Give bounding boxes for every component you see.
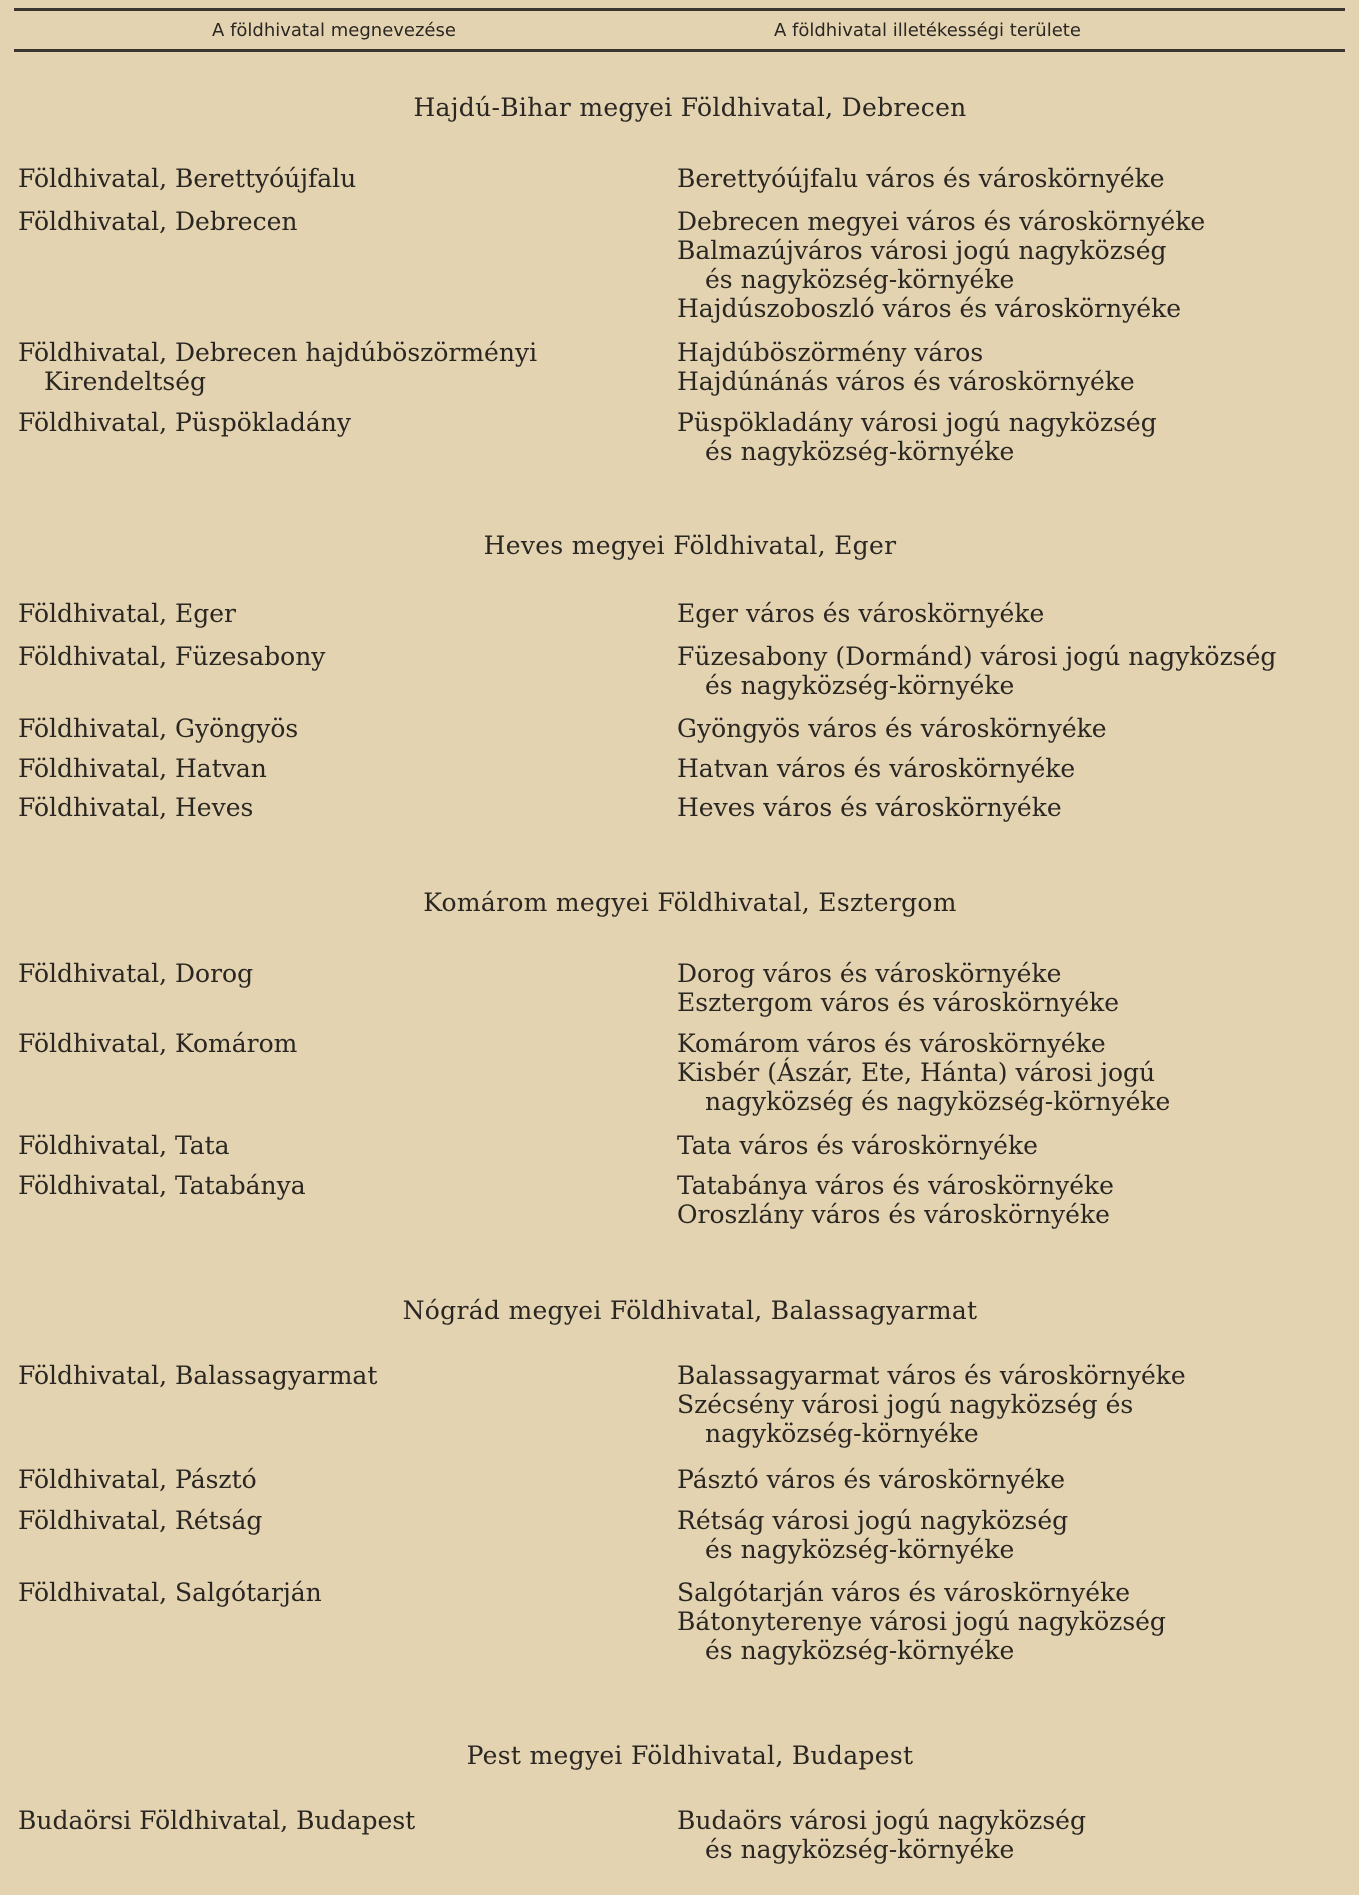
office-name-line: Földhivatal, Füzesabony	[18, 642, 326, 671]
office-name	[18, 164, 638, 193]
office-name-line: Földhivatal, Dorog	[18, 959, 254, 988]
section-title: Pest megyei Földhivatal, Budapest	[466, 1741, 914, 1770]
jurisdiction-line: Eger város és városkörnyéke	[677, 599, 1045, 628]
office-name	[18, 793, 638, 822]
office-name-line: Földhivatal, Püspökladány	[18, 408, 351, 437]
jurisdiction-area	[677, 642, 1342, 700]
office-name-line: Földhivatal, Rétság	[18, 1506, 263, 1535]
jurisdiction-area	[677, 1465, 1342, 1494]
office-name	[18, 1029, 638, 1058]
jurisdiction-line: és nagyközség-környéke	[705, 1636, 1015, 1665]
jurisdiction-area	[677, 599, 1342, 628]
jurisdiction-line: nagyközség-környéke	[705, 1419, 979, 1448]
office-name-line: Budaörsi Földhivatal, Budapest	[18, 1806, 416, 1835]
office-name	[18, 1465, 638, 1494]
jurisdiction-area	[677, 1171, 1342, 1229]
jurisdiction-line: Hajdúnánás város és városkörnyéke	[677, 367, 1135, 396]
header-office-name: A földhivatal megnevezése	[212, 20, 456, 41]
section-title: Heves megyei Földhivatal, Eger	[483, 531, 897, 560]
jurisdiction-line: Füzesabony (Dormánd) városi jogú nagyközség	[677, 642, 1277, 671]
office-name-line: Kirendeltség	[44, 367, 206, 396]
jurisdiction-line: nagyközség és nagyközség-környéke	[705, 1087, 1171, 1116]
jurisdiction-area	[677, 959, 1342, 1017]
jurisdiction-line: és nagyközség-környéke	[705, 1835, 1015, 1864]
jurisdiction-area	[677, 1506, 1342, 1564]
office-name	[18, 1806, 638, 1835]
jurisdiction-line: Hajdúböszörmény város	[677, 338, 984, 367]
jurisdiction-line: Tatabánya város és városkörnyéke	[677, 1171, 1114, 1200]
jurisdiction-line: Salgótarján város és városkörnyéke	[677, 1578, 1131, 1607]
office-name	[18, 1171, 638, 1200]
jurisdiction-line: Pásztó város és városkörnyéke	[677, 1465, 1066, 1494]
jurisdiction-area	[677, 1029, 1342, 1116]
section-title: Komárom megyei Földhivatal, Esztergom	[423, 888, 957, 917]
jurisdiction-line: Hajdúszoboszló város és városkörnyéke	[677, 294, 1182, 323]
jurisdiction-line: Püspökladány városi jogú nagyközség	[677, 408, 1157, 437]
section-title: Hajdú-Bihar megyei Földhivatal, Debrecen	[413, 93, 967, 122]
jurisdiction-line: Szécsény városi jogú nagyközség és	[677, 1390, 1134, 1419]
office-name	[18, 207, 638, 236]
jurisdiction-area	[677, 207, 1342, 323]
jurisdiction-line: és nagyközség-környéke	[705, 671, 1015, 700]
jurisdiction-line: Gyöngyös város és városkörnyéke	[677, 714, 1107, 743]
header-jurisdiction: A földhivatal illetékességi területe	[774, 20, 1081, 41]
office-name	[18, 599, 638, 628]
office-name-line: Földhivatal, Debrecen hajdúböszörményi	[18, 338, 538, 367]
jurisdiction-line: Debrecen megyei város és városkörnyéke	[677, 207, 1206, 236]
jurisdiction-area	[677, 164, 1342, 193]
jurisdiction-line: Berettyóújfalu város és városkörnyéke	[677, 164, 1165, 193]
jurisdiction-area	[677, 338, 1342, 396]
top-rule	[14, 8, 1345, 11]
jurisdiction-line: Heves város és városkörnyéke	[677, 793, 1062, 822]
office-name	[18, 1506, 638, 1535]
jurisdiction-area	[677, 793, 1342, 822]
jurisdiction-line: Kisbér (Ászár, Ete, Hánta) városi jogú	[677, 1058, 1156, 1087]
jurisdiction-area	[677, 1578, 1342, 1665]
office-name-line: Földhivatal, Eger	[18, 599, 236, 628]
jurisdiction-area	[677, 1361, 1342, 1448]
office-name-line: Földhivatal, Komárom	[18, 1029, 298, 1058]
office-name-line: Földhivatal, Heves	[18, 793, 254, 822]
section-title: Nógrád megyei Földhivatal, Balassagyarmat	[402, 1296, 978, 1325]
office-name-line: Földhivatal, Gyöngyös	[18, 714, 299, 743]
jurisdiction-line: Dorog város és városkörnyéke	[677, 959, 1062, 988]
jurisdiction-line: Esztergom város és városkörnyéke	[677, 988, 1120, 1017]
jurisdiction-line: Komárom város és városkörnyéke	[677, 1029, 1106, 1058]
office-name	[18, 1578, 638, 1607]
office-name	[18, 754, 638, 783]
jurisdiction-area	[677, 1131, 1342, 1160]
office-name-line: Földhivatal, Tatabánya	[18, 1171, 306, 1200]
jurisdiction-line: Rétság városi jogú nagyközség	[677, 1506, 1069, 1535]
office-name	[18, 1131, 638, 1160]
jurisdiction-area	[677, 1806, 1342, 1864]
table-header	[14, 14, 1345, 48]
office-name	[18, 959, 638, 988]
jurisdiction-line: és nagyközség-környéke	[705, 265, 1015, 294]
jurisdiction-line: Tata város és városkörnyéke	[677, 1131, 1038, 1160]
jurisdiction-line: Budaörs városi jogú nagyközség	[677, 1806, 1086, 1835]
office-name	[18, 714, 638, 743]
office-name	[18, 408, 638, 437]
jurisdiction-line: Oroszlány város és városkörnyéke	[677, 1200, 1110, 1229]
office-name-line: Földhivatal, Pásztó	[18, 1465, 257, 1494]
office-name-line: Földhivatal, Balassagyarmat	[18, 1361, 378, 1390]
office-name-line: Földhivatal, Debrecen	[18, 207, 298, 236]
jurisdiction-line: Balmazújváros városi jogú nagyközség	[677, 236, 1167, 265]
office-name	[18, 1361, 638, 1390]
jurisdiction-area	[677, 754, 1342, 783]
office-name-line: Földhivatal, Hatvan	[18, 754, 267, 783]
office-name-line: Földhivatal, Berettyóújfalu	[18, 164, 357, 193]
office-name	[18, 338, 638, 396]
jurisdiction-area	[677, 714, 1342, 743]
header-rule	[14, 49, 1345, 52]
jurisdiction-line: és nagyközség-környéke	[705, 1535, 1015, 1564]
office-name-line: Földhivatal, Salgótarján	[18, 1578, 322, 1607]
jurisdiction-area	[677, 408, 1342, 466]
jurisdiction-line: Bátonyterenye városi jogú nagyközség	[677, 1607, 1166, 1636]
jurisdiction-line: Balassagyarmat város és városkörnyéke	[677, 1361, 1186, 1390]
jurisdiction-line: és nagyközség-környéke	[705, 437, 1015, 466]
office-name-line: Földhivatal, Tata	[18, 1131, 230, 1160]
office-name	[18, 642, 638, 671]
jurisdiction-line: Hatvan város és városkörnyéke	[677, 754, 1076, 783]
